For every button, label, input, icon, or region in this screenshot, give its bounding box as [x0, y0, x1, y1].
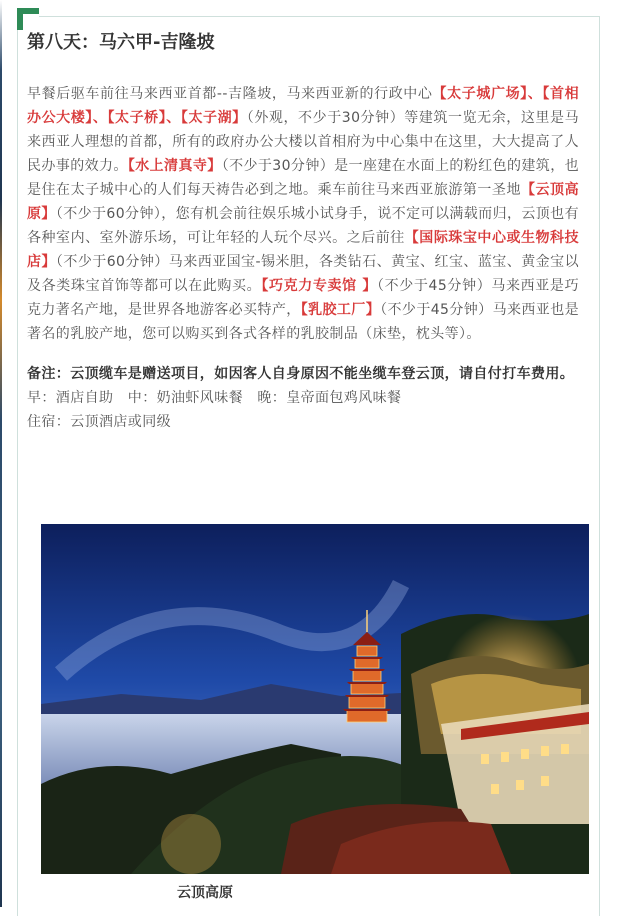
highlight-attraction: 【云顶高原】: [27, 182, 579, 222]
corner-ornament-icon: [17, 8, 39, 30]
photo-caption: 云顶高原: [177, 885, 233, 901]
lodging-info: 住宿：云顶酒店或同级: [27, 414, 171, 430]
genting-highlands-photo: [41, 524, 589, 874]
page-left-edge: [0, 0, 2, 907]
day-title: 第八天：马六甲-吉隆坡: [27, 32, 215, 53]
itinerary-text: （不少于45分钟）马来西亚是巧克力著名产地，是世界各地游客必买特产，: [27, 278, 579, 318]
highlight-attraction: 【乳胶工厂】: [300, 302, 381, 318]
itinerary-paragraph: [27, 82, 579, 346]
itinerary-text: （不少于60分钟），您有机会前往娱乐城小试身手，说不定可以满载而归，云顶也有各种室内、室外游乐场，可让年轻的人玩个尽兴。之后前往: [27, 206, 579, 246]
itinerary-text: 早餐后驱车前往马来西亚首都--吉隆坡，马来西亚新的行政中心: [27, 86, 433, 102]
day-section: [27, 28, 579, 434]
highlight-attraction: 【太子城广场】、【首相办公大楼】、【太子桥】、【太子湖】: [27, 86, 580, 126]
itinerary-text: （不少于60分钟）马来西亚国宝-锡米胆，各类钻石、黄宝、红宝、蓝宝、黄金宝以及各类珠宝首饰等都可以在此购买。: [27, 254, 579, 294]
highlight-attraction: 【水上清真寺】: [127, 158, 222, 174]
cable-car-note: 备注：云顶缆车是赠送项目，如因客人自身原因不能坐缆车登云顶，请自付打车费用。: [27, 366, 575, 382]
itinerary-text: （不少于30分钟）是一座建在水面上的粉红色的建筑，也是住在太子城中心的人们每天祷告必到之地。乘车前往马来西亚旅游第一圣地: [27, 158, 579, 198]
meal-info: 早：酒店自助 中：奶油虾风味餐 晚：皇帝面包鸡风味餐: [27, 390, 402, 406]
itinerary-text: （不少于45分钟）马来西亚也是著名的乳胶产地，您可以购买到各式各样的乳胶制品（床垫，枕头等）。: [27, 302, 579, 342]
highlight-attraction: 【巧克力专卖馆 】: [261, 278, 377, 294]
highlight-attraction: 【国际珠宝中心或生物科技店】: [27, 230, 579, 270]
itinerary-text: （外观，不少于30分钟）等建筑一览无余，这里是马来西亚人理想的首都，所有的政府办公大楼以首相府为中心集中在这里，大大提高了人民办事的效力。: [27, 110, 579, 174]
